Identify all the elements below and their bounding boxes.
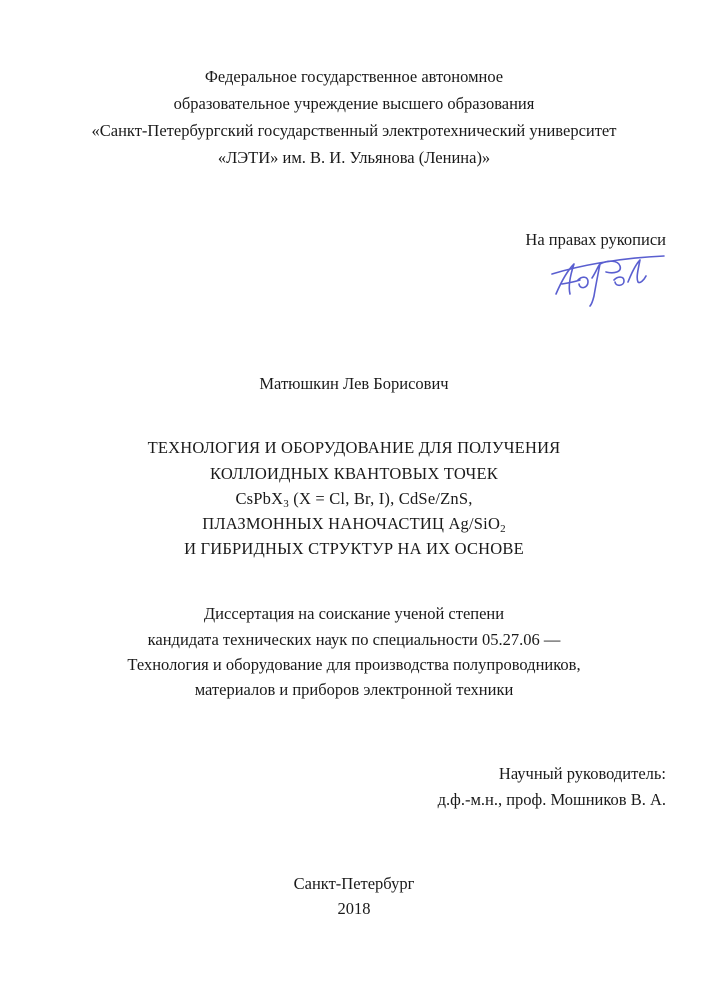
signature — [548, 250, 668, 308]
title-line-5: И ГИБРИДНЫХ СТРУКТУР НА ИХ ОСНОВЕ — [184, 539, 524, 558]
rights-note: На правах рукописи — [525, 230, 666, 249]
formula-cspbx: CsPbX — [235, 489, 284, 508]
title-line-3 — [0, 488, 708, 510]
year: 2018 — [337, 899, 371, 918]
institution-line-4: «ЛЭТИ» им. В. И. Ульянова (Ленина)» — [217, 148, 491, 167]
title-line-2: КОЛЛОИДНЫХ КВАНТОВЫХ ТОЧЕК — [210, 464, 498, 483]
author-name: Матюшкин Лев Борисович — [259, 374, 449, 393]
city: Санкт-Петербург — [293, 874, 415, 893]
institution-line-3: «Санкт-Петербургский государственный электротехнический университет — [91, 121, 617, 140]
degree-line-1: Диссертация на соискание ученой степени — [203, 604, 505, 623]
degree-line-4: материалов и приборов электронной техники — [194, 680, 514, 699]
formula-subscript-3: 3 — [283, 498, 289, 510]
title-line-1: ТЕХНОЛОГИЯ И ОБОРУДОВАНИЕ ДЛЯ ПОЛУЧЕНИЯ — [147, 438, 561, 457]
supervisor-label: Научный руководитель: — [498, 764, 666, 783]
degree-line-2: кандидата технических наук по специальности 05.27.06 — — [147, 630, 561, 649]
title-line-4 — [0, 513, 708, 535]
formula-subscript-2: 2 — [500, 523, 506, 535]
supervisor-name: д.ф.-м.н., проф. Мошников В. А. — [437, 790, 666, 809]
institution-line-1: Федеральное государственное автономное — [204, 67, 504, 86]
title-plasmonic: ПЛАЗМОННЫХ НАНОЧАСТИЦ Ag/SiO — [202, 514, 501, 533]
formula-rest: (X = Cl, Br, I), CdSe/ZnS, — [288, 489, 473, 508]
degree-line-3: Технология и оборудование для производства полупроводников, — [127, 655, 581, 674]
institution-line-2: образовательное учреждение высшего образования — [173, 94, 535, 113]
